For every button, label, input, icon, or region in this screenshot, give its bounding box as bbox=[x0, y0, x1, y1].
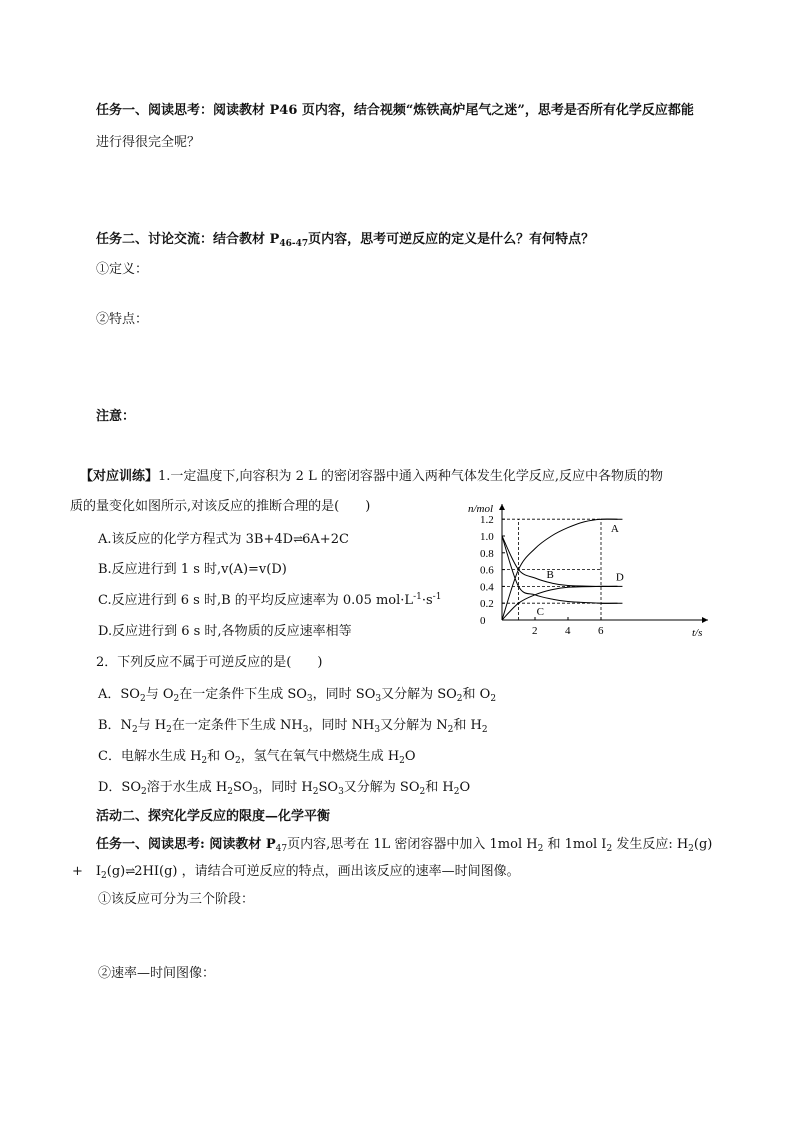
task1-line2: 进行得很完全呢？ bbox=[96, 135, 201, 150]
note-label: 注意： bbox=[96, 409, 136, 424]
y-tick-label: 0 bbox=[480, 615, 486, 627]
y-axis-arrow bbox=[499, 504, 505, 510]
activity2-task1-line2: + $I_2(g)\rightleftharpoons 2HI(g)$ ，请结合可逆反应的特点，画出该反应的速率—时间图像。 bbox=[72, 864, 520, 881]
activity2-title: 活动二、探究化学反应的限度—化学平衡 bbox=[96, 809, 331, 824]
training-q1-line2: 质的量变化如图所示,对该反应的推断合理的是( ) bbox=[70, 499, 371, 514]
activity2-task1-line1: 任务一、阅读思考: 阅读教材 $P_{47}$页内容,思考在 1L 密闭容器中加入 1mol $H_2$ 和 1mol $I_2$ 发生反应: $H_2(g)$ bbox=[96, 837, 713, 854]
series-label-C: C bbox=[536, 605, 544, 618]
q1-option-a: A.该反应的化学方程式为 3B+4D⇌6A+2C bbox=[98, 532, 349, 547]
q2-option-a: A．$SO_2$与 $O_2$在一定条件下生成 $SO_3$，同时 $SO_3$又分解为 $SO_2$和 $O_2$ bbox=[98, 687, 497, 704]
y-tick-label: 1.2 bbox=[480, 514, 494, 527]
q1-option-b: B.反应进行到 1 s 时,v(A)=v(D) bbox=[98, 562, 287, 577]
q1-option-d: D.反应进行到 6 s 时,各物质的反应速率相等 bbox=[98, 624, 352, 639]
y-tick-label: 1.0 bbox=[480, 531, 494, 543]
x-tick-label: 4 bbox=[565, 625, 571, 637]
y-tick-label: 0.4 bbox=[480, 581, 494, 594]
task2-feature-label: ②特点： bbox=[96, 312, 149, 327]
series-label-D: D bbox=[615, 571, 624, 584]
activity2-graph-label: ②速率—时间图像： bbox=[98, 966, 216, 981]
task1-line1: 任务一、阅读思考：阅读教材 P46 页内容，结合视频“炼铁高炉尾气之迷”，思考是否所有化学反应都能 bbox=[96, 103, 694, 118]
series-line-B bbox=[502, 536, 618, 586]
q1-option-c: C.反应进行到 6 s 时,B 的平均反应速率为 0.05 $mol\cdot L^{-1}\cdot s^{-1}$ bbox=[98, 592, 442, 608]
training-q1-line1: 【对应训练】1.一定温度下,向容积为 2 L 的密闭容器中通入两种气体发生化学反应,反应中各物质的物 bbox=[80, 469, 663, 484]
x-tick-label: 2 bbox=[532, 625, 538, 637]
x-axis-arrow bbox=[702, 617, 708, 623]
mole-time-chart bbox=[460, 496, 720, 646]
q2-title: 2．下列反应不属于可逆反应的是( ) bbox=[96, 655, 323, 670]
activity2-stage-label: ①该反应可分为三个阶段： bbox=[98, 892, 255, 907]
task2-title: 任务二、讨论交流：结合教材 $P_{46-47}$页内容，思考可逆反应的定义是什么？有何特点？ bbox=[96, 232, 595, 249]
q2-option-b: B．$N_2$与 $H_2$在一定条件下生成 $NH_3$，同时 $NH_3$又分解为 $N_2$和 $H_2$ bbox=[98, 718, 488, 735]
q2-option-c: C．电解水生成 $H_2$和 $O_2$，氢气在氧气中燃烧生成 $H_2O$ bbox=[98, 749, 416, 766]
training-tag: 【对应训练】 bbox=[80, 469, 159, 484]
q2-option-d: D．$SO_2$溶于水生成 $H_2SO_3$，同时 $H_2SO_3$又分解为 $SO_2$和 $H_2O$ bbox=[98, 780, 471, 797]
x-tick-label: 6 bbox=[598, 625, 604, 637]
y-tick-label: 0.6 bbox=[480, 564, 494, 577]
x-axis-label: t/s bbox=[692, 627, 703, 639]
y-axis-label: n/mol bbox=[468, 503, 494, 515]
series-label-A: A bbox=[610, 522, 619, 535]
y-tick-label: 0.8 bbox=[480, 547, 494, 560]
task2-definition-label: ①定义： bbox=[96, 262, 149, 277]
series-label-B: B bbox=[546, 569, 554, 581]
y-tick-label: 0.2 bbox=[480, 598, 494, 611]
